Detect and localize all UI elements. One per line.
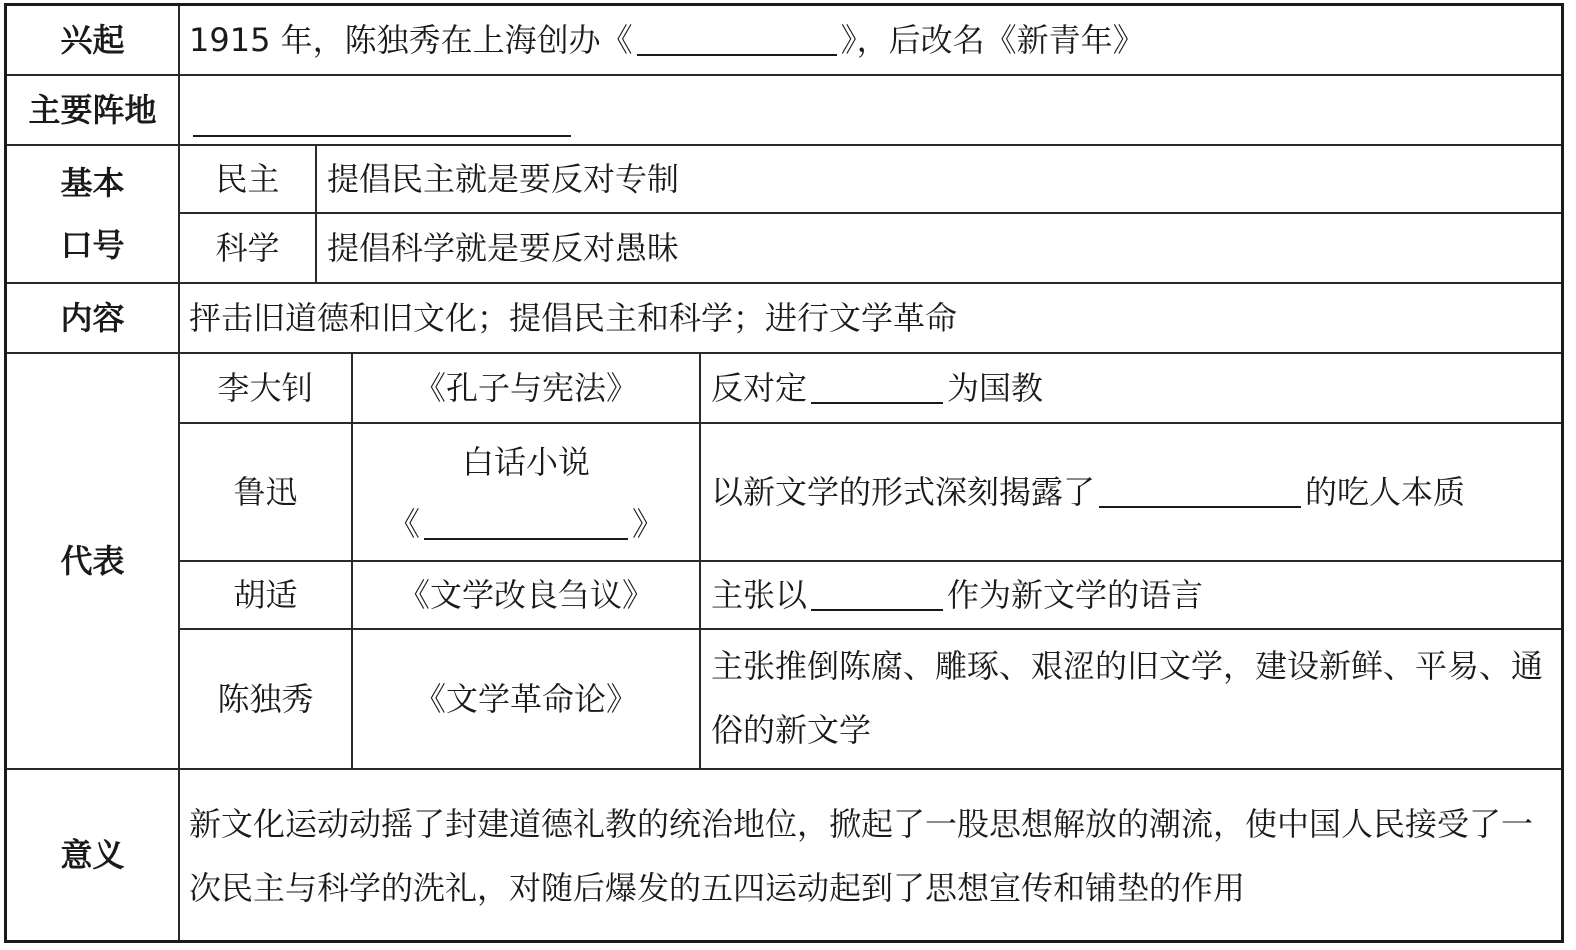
label-significance: 意义 — [60, 836, 125, 874]
rep-desc-lu-before: 以新文学的形式深刻揭露了 — [711, 473, 1096, 511]
label-slogans-2: 口号 — [60, 226, 125, 264]
rep-person-li-dazhao: 李大钊 — [217, 369, 314, 407]
rep-person-lu-xun: 鲁迅 — [233, 473, 298, 511]
rep-work-chen-duxiu: 《文学革命论》 — [413, 680, 638, 718]
rule-work-col — [699, 352, 701, 768]
content-text: 抨击旧道德和旧文化；提倡民主和科学；进行文学革命 — [189, 299, 958, 337]
label-slogans-1: 基本 — [60, 164, 125, 202]
rep-desc-hu-shi — [711, 562, 1203, 628]
rep-work-li-dazhao: 《孔子与宪法》 — [413, 369, 638, 407]
rep-desc-chen-duxiu: 主张推倒陈腐、雕琢、艰涩的旧文学，建设新鲜、平易、通俗的新文学 — [711, 647, 1544, 749]
label-base: 主要阵地 — [28, 91, 157, 129]
base-answer — [189, 76, 575, 144]
rep-work-hu-shi: 《文学改良刍议》 — [397, 576, 654, 614]
rep-desc-li-after: 为国教 — [947, 369, 1044, 407]
rep-work-lu-blank[interactable] — [424, 508, 628, 540]
rep-desc-li-before: 反对定 — [711, 369, 808, 407]
rise-text-before: 1915 年，陈独秀在上海创办《 — [189, 21, 633, 59]
rep-desc-li-blank[interactable] — [811, 372, 943, 404]
rep-work-lu-close: 》 — [632, 505, 665, 543]
rule-row5-bottom — [7, 768, 1561, 770]
rise-text-after: 》，后改名《新青年》 — [840, 21, 1145, 59]
slogan-name-democracy: 民主 — [215, 160, 280, 198]
rep-person-hu-shi: 胡适 — [233, 576, 298, 614]
rep-work-lu-xun-line1: 白话小说 — [461, 443, 590, 481]
rep-desc-hu-after: 作为新文学的语言 — [947, 576, 1204, 614]
new-culture-movement-table — [4, 3, 1564, 943]
rise-text — [189, 6, 1145, 74]
significance-text: 新文化运动动摇了封建道德礼教的统治地位，掀起了一股思想解放的潮流，使中国人民接受了一次民主与科学的洗礼，对随后爆发的五四运动起到了思想宣传和铺垫的作用 — [189, 805, 1534, 907]
rep-desc-hu-blank[interactable] — [811, 579, 943, 611]
rep-desc-lu-xun — [711, 424, 1465, 560]
slogan-text-democracy: 提倡民主就是要反对专制 — [327, 160, 680, 198]
slogan-name-science: 科学 — [215, 229, 280, 267]
rep-desc-lu-after: 的吃人本质 — [1305, 473, 1466, 511]
rep-desc-hu-before: 主张以 — [711, 576, 808, 614]
base-blank[interactable] — [193, 105, 571, 137]
label-rise: 兴起 — [60, 21, 125, 59]
rep-work-lu-open: 《 — [387, 505, 420, 543]
rep-desc-lu-blank[interactable] — [1099, 476, 1301, 508]
label-content: 内容 — [60, 299, 125, 337]
rep-person-chen-duxiu: 陈独秀 — [217, 680, 314, 718]
rise-blank[interactable] — [637, 24, 837, 56]
rule-slogan-col — [315, 144, 317, 282]
label-representatives: 代表 — [60, 542, 125, 580]
rep-work-lu-xun-line2 — [353, 496, 699, 552]
slogan-text-science: 提倡科学就是要反对愚昧 — [327, 229, 680, 267]
rep-desc-li-dazhao — [711, 354, 1043, 422]
